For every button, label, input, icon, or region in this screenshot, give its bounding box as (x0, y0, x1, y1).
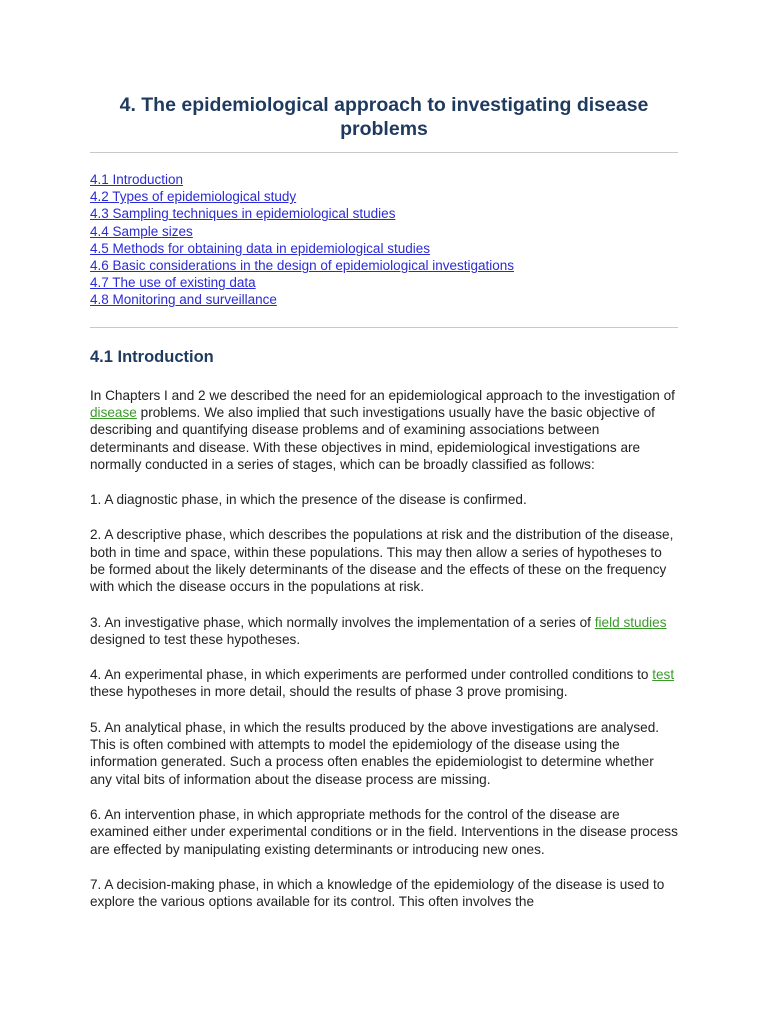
glossary-link-test[interactable]: test (652, 667, 675, 683)
phase-3-text-after: designed to test these hypotheses. (90, 631, 301, 647)
phase-4-text-after: these hypotheses in more detail, should the results of phase 3 prove promising. (90, 684, 568, 700)
toc-link-methods-obtaining-data[interactable]: 4.5 Methods for obtaining data in epidemiological studies (90, 240, 430, 256)
intro-text-before: In Chapters I and 2 we described the need for an epidemiological approach to the investigation of (90, 387, 675, 403)
phase-3-text-before: 3. An investigative phase, which normally involves the implementation of a series of (90, 614, 595, 630)
phase-6-paragraph: 6. An intervention phase, in which appropriate methods for the control of the disease are examined either under experimental conditions or in the field. Interventions in the disease process are effected by manipulating existing determinants or introducing new ones. (90, 806, 678, 857)
intro-paragraph (90, 387, 678, 473)
toc-divider (90, 327, 678, 328)
toc-item (90, 274, 678, 291)
document-page (90, 93, 678, 910)
section-heading: 4.1 Introduction (90, 347, 214, 366)
page-title: 4. The epidemiological approach to investigating disease problems (119, 94, 649, 140)
phase-1-paragraph: 1. A diagnostic phase, in which the presence of the disease is confirmed. (90, 492, 527, 508)
toc-item (90, 223, 678, 240)
toc-item (90, 205, 678, 222)
table-of-contents (90, 171, 678, 309)
toc-link-sample-sizes[interactable]: 4.4 Sample sizes (90, 223, 193, 239)
glossary-link-disease[interactable]: disease (90, 404, 137, 420)
toc-link-existing-data[interactable]: 4.7 The use of existing data (90, 275, 256, 291)
phase-3-paragraph (90, 614, 678, 649)
phase-2-paragraph: 2. A descriptive phase, which describes the populations at risk and the distribution of the disease, both in time and space, within these populations. This may then allow a series of hypotheses to be formed about the likely determinants of the disease and the effects of these on the frequency with which the disease occurs in the populations at risk. (90, 527, 674, 595)
toc-item (90, 240, 678, 257)
phase-7-paragraph: 7. A decision-making phase, in which a knowledge of the epidemiology of the disease is used to explore the various options available for its control. This often involves the (90, 876, 665, 910)
toc-link-monitoring-surveillance[interactable]: 4.8 Monitoring and surveillance (90, 292, 277, 308)
toc-item (90, 291, 678, 308)
toc-link-sampling-techniques[interactable]: 4.3 Sampling techniques in epidemiological studies (90, 206, 396, 222)
toc-link-introduction[interactable]: 4.1 Introduction (90, 172, 184, 187)
glossary-link-field-studies[interactable]: field studies (594, 614, 667, 630)
phase-4-paragraph (90, 666, 678, 701)
toc-link-types-of-study[interactable]: 4.2 Types of epidemiological study (90, 189, 297, 205)
toc-link-basic-considerations[interactable]: 4.6 Basic considerations in the design of epidemiological investigations (90, 258, 515, 274)
title-divider (90, 152, 678, 153)
intro-text-after: problems. We also implied that such investigations usually have the basic objective of describing and quantifying disease problems and of examining associations between determinants and disease. With these objectives in mind, epidemiological investigations are normally conducted in a series of stages, which can be broadly classified as follows: (90, 404, 655, 472)
phase-5-paragraph: 5. An analytical phase, in which the results produced by the above investigations are analysed. This is often combined with attempts to model the epidemiology of the disease using the information generated. Such a process often enables the epidemiologist to determine whether any vital bits of information about the disease process are missing. (90, 719, 660, 787)
toc-item (90, 188, 678, 205)
phase-4-text-before: 4. An experimental phase, in which experiments are performed under controlled conditions to (90, 667, 653, 683)
toc-item (90, 257, 678, 274)
toc-item (90, 171, 678, 188)
